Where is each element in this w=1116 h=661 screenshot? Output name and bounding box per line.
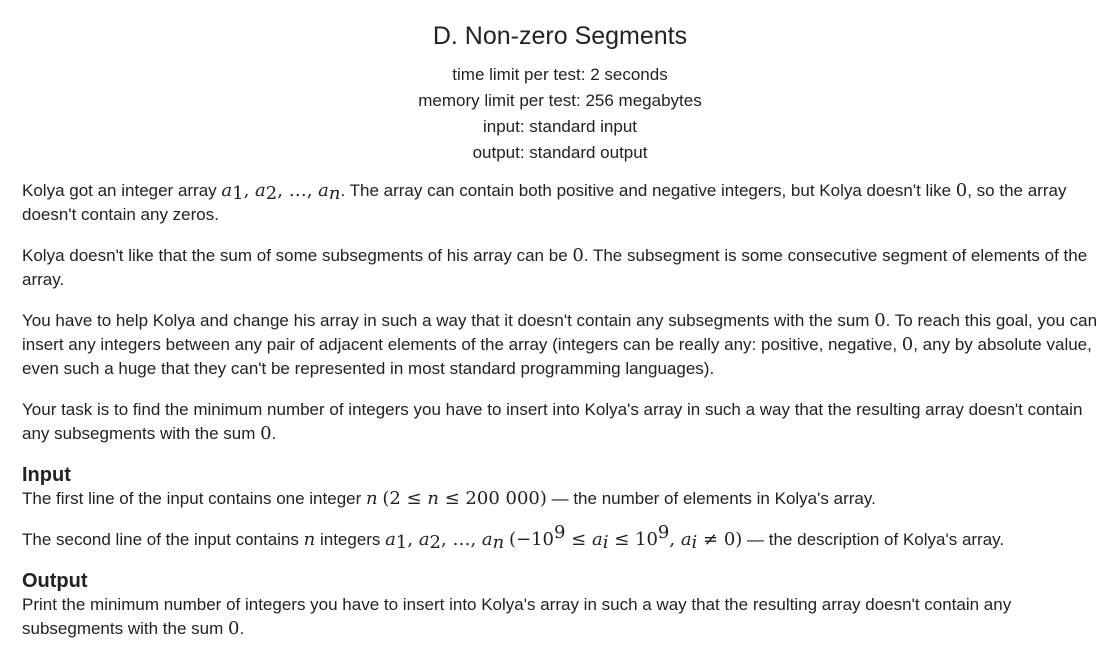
math-comma: , (407, 529, 419, 550)
text-fragment: integers (315, 530, 386, 549)
math-constraint-open: (2 ≤ (382, 488, 428, 509)
math-comma: , (306, 180, 319, 201)
time-limit: time limit per test: 2 seconds (452, 65, 668, 84)
math-sub-2: 2 (429, 532, 441, 553)
text-fragment: The second line of the input contains (22, 530, 304, 549)
math-n: n (303, 529, 316, 550)
math-a: a (680, 529, 692, 550)
text-fragment: , so the array doesn't contain any zeros. (22, 181, 1067, 224)
output-section (22, 569, 1098, 641)
memory-limit: memory limit per test: 256 megabytes (418, 91, 702, 110)
math-dots: … (452, 529, 471, 550)
math-n: n (365, 488, 378, 509)
statement-paragraph-3 (22, 309, 1098, 381)
math-a: a (255, 180, 266, 201)
math-sub-n: n (328, 183, 341, 204)
text-fragment: Your task is to find the minimum number of integers you have to insert into Kolya's array in such a way that the resulting array doesn't contain any subsegments with the sum (22, 400, 1083, 443)
math-a: a (591, 529, 603, 550)
math-le: ≤ (608, 529, 635, 550)
text-fragment: Kolya got an integer array (22, 181, 222, 200)
math-sup-9: 9 (553, 522, 566, 543)
math-zero: 0 (955, 180, 968, 201)
math-sub-n: n (492, 532, 505, 553)
text-fragment: . (271, 424, 277, 443)
math-zero: 0 (260, 423, 272, 444)
math-sub-i: i (602, 532, 609, 553)
math-a: a (481, 529, 493, 550)
problem-statement (22, 179, 1098, 446)
math-zero: 0 (227, 618, 240, 639)
text-fragment: Kolya doesn't like that the sum of some subsegments of his array can be (22, 246, 573, 265)
math-comma: , (277, 180, 289, 201)
text-fragment: . The subsegment is some consecutive segment of elements of the array. (22, 246, 1088, 289)
math-zero: 0 (572, 245, 584, 266)
text-fragment: Print the minimum number of integers you have to insert into Kolya's array in such a way that the resulting array doesn't contain any subsegments with the sum (22, 595, 1012, 638)
text-fragment: . To reach this goal, you can insert any integers between any pair of adjacent elements of the array (integers can be really any: positive, negative, (22, 311, 1098, 354)
math-constraint-close: ≤ 200 000) (438, 488, 547, 509)
statement-paragraph-2 (22, 244, 1098, 292)
math-sub-i: i (691, 532, 698, 553)
math-ten: 10 (635, 529, 658, 550)
text-fragment: You have to help Kolya and change his array in such a way that it doesn't contain any subsegments with the sum (22, 311, 875, 330)
input-line-1 (22, 487, 1098, 511)
math-comma: , (441, 529, 453, 550)
output-line-1 (22, 593, 1098, 641)
math-a: a (385, 529, 396, 550)
math-a: a (221, 180, 233, 201)
math-zero: 0 (901, 334, 914, 355)
text-fragment: — the number of elements in Kolya's array. (546, 489, 876, 508)
input-section-title: Input (22, 464, 71, 486)
math-sub-2: 2 (265, 183, 278, 204)
text-fragment: The first line of the input contains one integer (22, 489, 366, 508)
math-constraint-open: (−10 (508, 529, 554, 550)
output-section-title: Output (22, 570, 88, 592)
input-line-2 (22, 522, 1098, 553)
math-comma: , (243, 180, 256, 201)
math-sub-1: 1 (232, 183, 244, 204)
math-sup-9: 9 (657, 522, 670, 543)
math-comma: , (470, 529, 482, 550)
math-a: a (418, 529, 430, 550)
statement-paragraph-4 (22, 398, 1098, 446)
math-zero: 0 (874, 310, 886, 331)
text-fragment: . The array can contain both positive and negative integers, but Kolya doesn't like (340, 181, 956, 200)
math-n: n (427, 488, 439, 509)
text-fragment: . (239, 619, 245, 638)
text-fragment: , any by absolute value, even such a huge that they can't be represented in most standard programming languages). (22, 335, 1092, 378)
text-fragment: — the description of Kolya's array. (742, 530, 1005, 549)
input-section (22, 463, 1098, 552)
statement-paragraph-1 (22, 179, 1098, 227)
math-a: a (318, 180, 329, 201)
problem-title: D. Non-zero Segments (432, 22, 688, 50)
output-file: output: standard output (472, 143, 648, 162)
math-le: ≤ (565, 529, 592, 550)
math-dots: … (288, 180, 307, 201)
problem-header (22, 0, 1098, 166)
math-sub-1: 1 (395, 532, 408, 553)
math-ne: ≠ 0) (697, 529, 743, 550)
input-file: input: standard input (482, 117, 638, 136)
math-comma: , (669, 529, 681, 550)
